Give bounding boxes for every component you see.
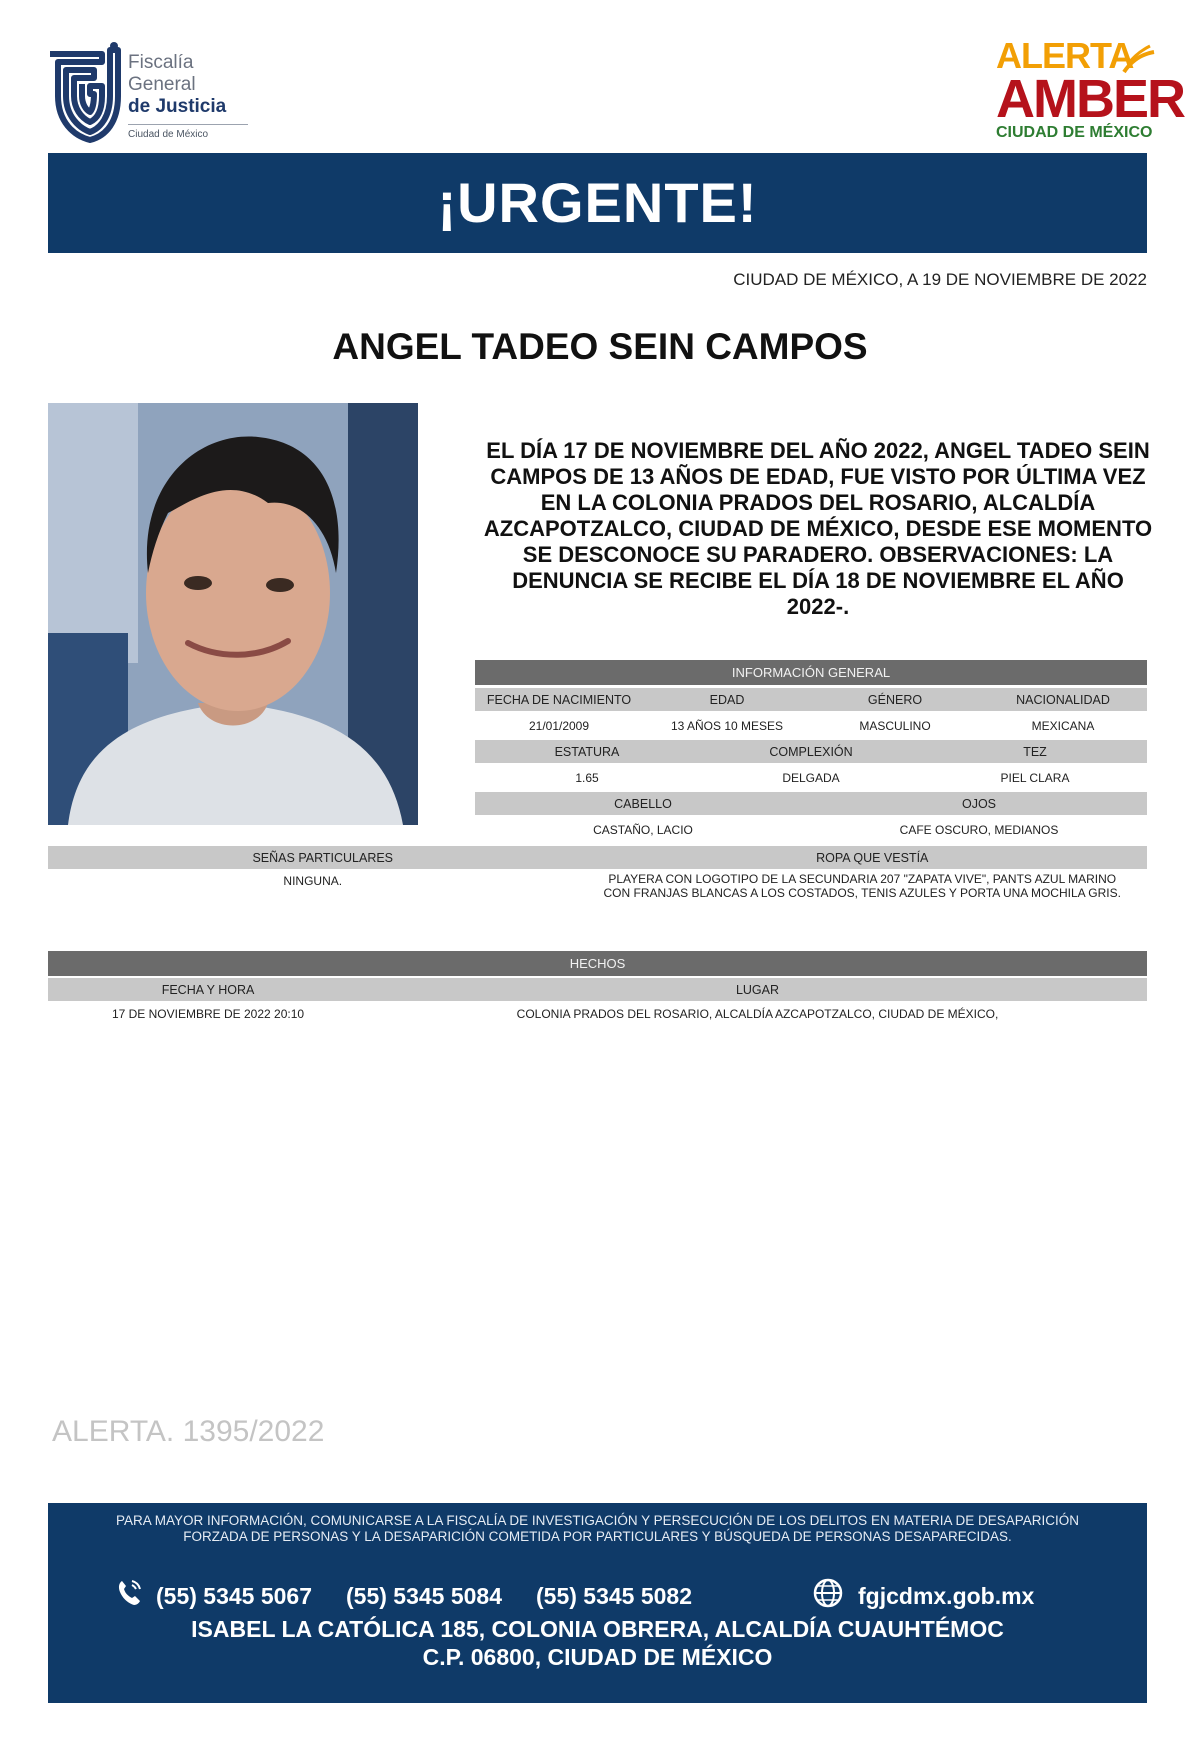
address-line-1: ISABEL LA CATÓLICA 185, COLONIA OBRERA, ALCALDÍA CUAUHTÉMOC — [191, 1616, 1004, 1642]
header-senas-particulares: SEÑAS PARTICULARES — [252, 850, 394, 865]
info-row2-values — [475, 766, 1147, 789]
info-general-header — [475, 660, 1147, 685]
value-ojos: CAFE OSCURO, MEDIANOS — [899, 822, 1059, 837]
amber-wave-icon — [1120, 42, 1156, 78]
hechos-values — [48, 1003, 1147, 1025]
footer — [48, 1503, 1147, 1703]
header-fecha-hora: FECHA Y HORA — [161, 982, 255, 997]
info-row2-headers — [475, 740, 1147, 763]
footer-info-line-2: FORZADA DE PERSONAS Y LA DESAPARICIÓN COMETIDA POR PARTICULARES Y BÚSQUEDA DE PERSONAS DESAPARECIDAS. — [183, 1529, 1012, 1544]
value-genero: MASCULINO — [859, 718, 931, 733]
header-genero: GÉNERO — [867, 692, 923, 707]
info-general-title: INFORMACIÓN GENERAL — [731, 665, 891, 680]
info-row3-values — [475, 818, 1147, 841]
value-tez: PIEL CLARA — [1000, 770, 1070, 785]
address-line-2: C.P. 06800, CIUDAD DE MÉXICO — [422, 1644, 773, 1670]
globe-icon — [812, 1577, 844, 1615]
info-row1-values — [475, 714, 1147, 737]
info-row1-headers — [475, 688, 1147, 711]
footer-info — [78, 1513, 1117, 1545]
header-ropa: ROPA QUE VESTÍA — [816, 850, 929, 865]
phone-number-1[interactable]: (55) 5345 5067 — [156, 1583, 313, 1609]
header-estatura: ESTATURA — [554, 744, 620, 759]
value-nacionalidad: MEXICANA — [1031, 718, 1095, 733]
phone-number-3[interactable]: (55) 5345 5082 — [536, 1583, 693, 1609]
header-fecha-nacimiento: FECHA DE NACIMIENTO — [486, 692, 632, 707]
value-edad: 13 AÑOS 10 MESES — [670, 718, 784, 733]
phone-number-2[interactable]: (55) 5345 5084 — [346, 1583, 503, 1609]
fgj-logo-line-1: Fiscalía — [128, 52, 194, 73]
hechos-headers — [48, 978, 1147, 1001]
header-ojos: OJOS — [961, 796, 997, 811]
footer-info-line-1: PARA MAYOR INFORMACIÓN, COMUNICARSE A LA FISCALÍA DE INVESTIGACIÓN Y PERSECUCIÓN DE LOS DELITOS EN MATERIA DE DESAPARICIÓN — [116, 1513, 1079, 1528]
alerta-amber-logo — [996, 35, 1184, 148]
hechos-title: HECHOS — [569, 956, 626, 971]
details-headers — [48, 846, 1147, 869]
header-edad: EDAD — [709, 692, 745, 707]
urgent-title: ¡URGENTE! — [437, 171, 758, 234]
header-cabello: CABELLO — [614, 796, 672, 811]
alert-number: ALERTA. 1395/2022 — [52, 1415, 325, 1448]
header-lugar: LUGAR — [735, 982, 780, 997]
value-lugar: COLONIA PRADOS DEL ROSARIO, ALCALDÍA AZCAPOTZALCO, CIUDAD DE MÉXICO, — [516, 1007, 999, 1021]
case-description: EL DÍA 17 DE NOVIEMBRE DEL AÑO 2022, ANGEL TADEO SEIN CAMPOS DE 13 AÑOS DE EDAD, FUE VISTO POR ÚLTIMA VEZ EN LA COLONIA PRADOS DEL ROSARIO, ALCALDÍA AZCAPOTZALCO, CIUDAD DE MÉXICO, DESDE ESE MOMENTO SE DESCONOCE SU PARADERO. OBSERVACIONES: LA DENUNCIA SE RECIBE EL DÍA 18 DE NOVIEMBRE EL AÑO 2022-. — [483, 438, 1153, 619]
value-estatura: 1.65 — [575, 770, 599, 785]
fgj-emblem-icon — [46, 42, 122, 146]
value-ropa: PLAYERA CON LOGOTIPO DE LA SECUNDARIA 207 "ZAPATA VIVE", PANTS AZUL MARINO CON FRANJAS BLANCAS A LOS COSTADOS, TENIS AZULES Y PORTA UNA MOCHILA GRIS. — [603, 872, 1121, 900]
value-complexion: DELGADA — [782, 770, 840, 785]
info-row3-headers — [475, 792, 1147, 815]
person-photo — [48, 403, 418, 825]
header-nacionalidad: NACIONALIDAD — [1016, 692, 1110, 707]
amber-logo-line-2: AMBER — [996, 69, 1184, 129]
phone-icon — [116, 1577, 144, 1613]
amber-logo-line-3: CIUDAD DE MÉXICO — [996, 124, 1153, 141]
fgj-logo — [46, 42, 246, 146]
value-senas-particulares: NINGUNA. — [283, 874, 343, 888]
website-link[interactable]: fgjcdmx.gob.mx — [858, 1583, 1035, 1609]
fgj-logo-line-2: General — [128, 74, 196, 95]
date-line: CIUDAD DE MÉXICO, A 19 DE NOVIEMBRE DE 2022 — [733, 270, 1147, 289]
header-complexion: COMPLEXIÓN — [769, 744, 853, 759]
footer-address — [48, 1615, 1147, 1671]
hechos-header — [48, 951, 1147, 976]
value-cabello: CASTAÑO, LACIO — [593, 822, 693, 837]
details-values — [48, 872, 1147, 920]
value-fecha-nacimiento: 21/01/2009 — [528, 718, 590, 733]
person-name: ANGEL TADEO SEIN CAMPOS — [332, 326, 868, 367]
value-fecha-hora: 17 DE NOVIEMBRE DE 2022 20:10 — [111, 1007, 305, 1021]
header-tez: TEZ — [1023, 744, 1047, 759]
fgj-logo-line-4: Ciudad de México — [128, 124, 248, 140]
fgj-logo-text — [128, 52, 248, 140]
fgj-logo-line-3: de Justicia — [128, 96, 227, 117]
amber-logo-line-1: ALERTA — [996, 35, 1134, 76]
urgent-banner — [48, 153, 1147, 253]
